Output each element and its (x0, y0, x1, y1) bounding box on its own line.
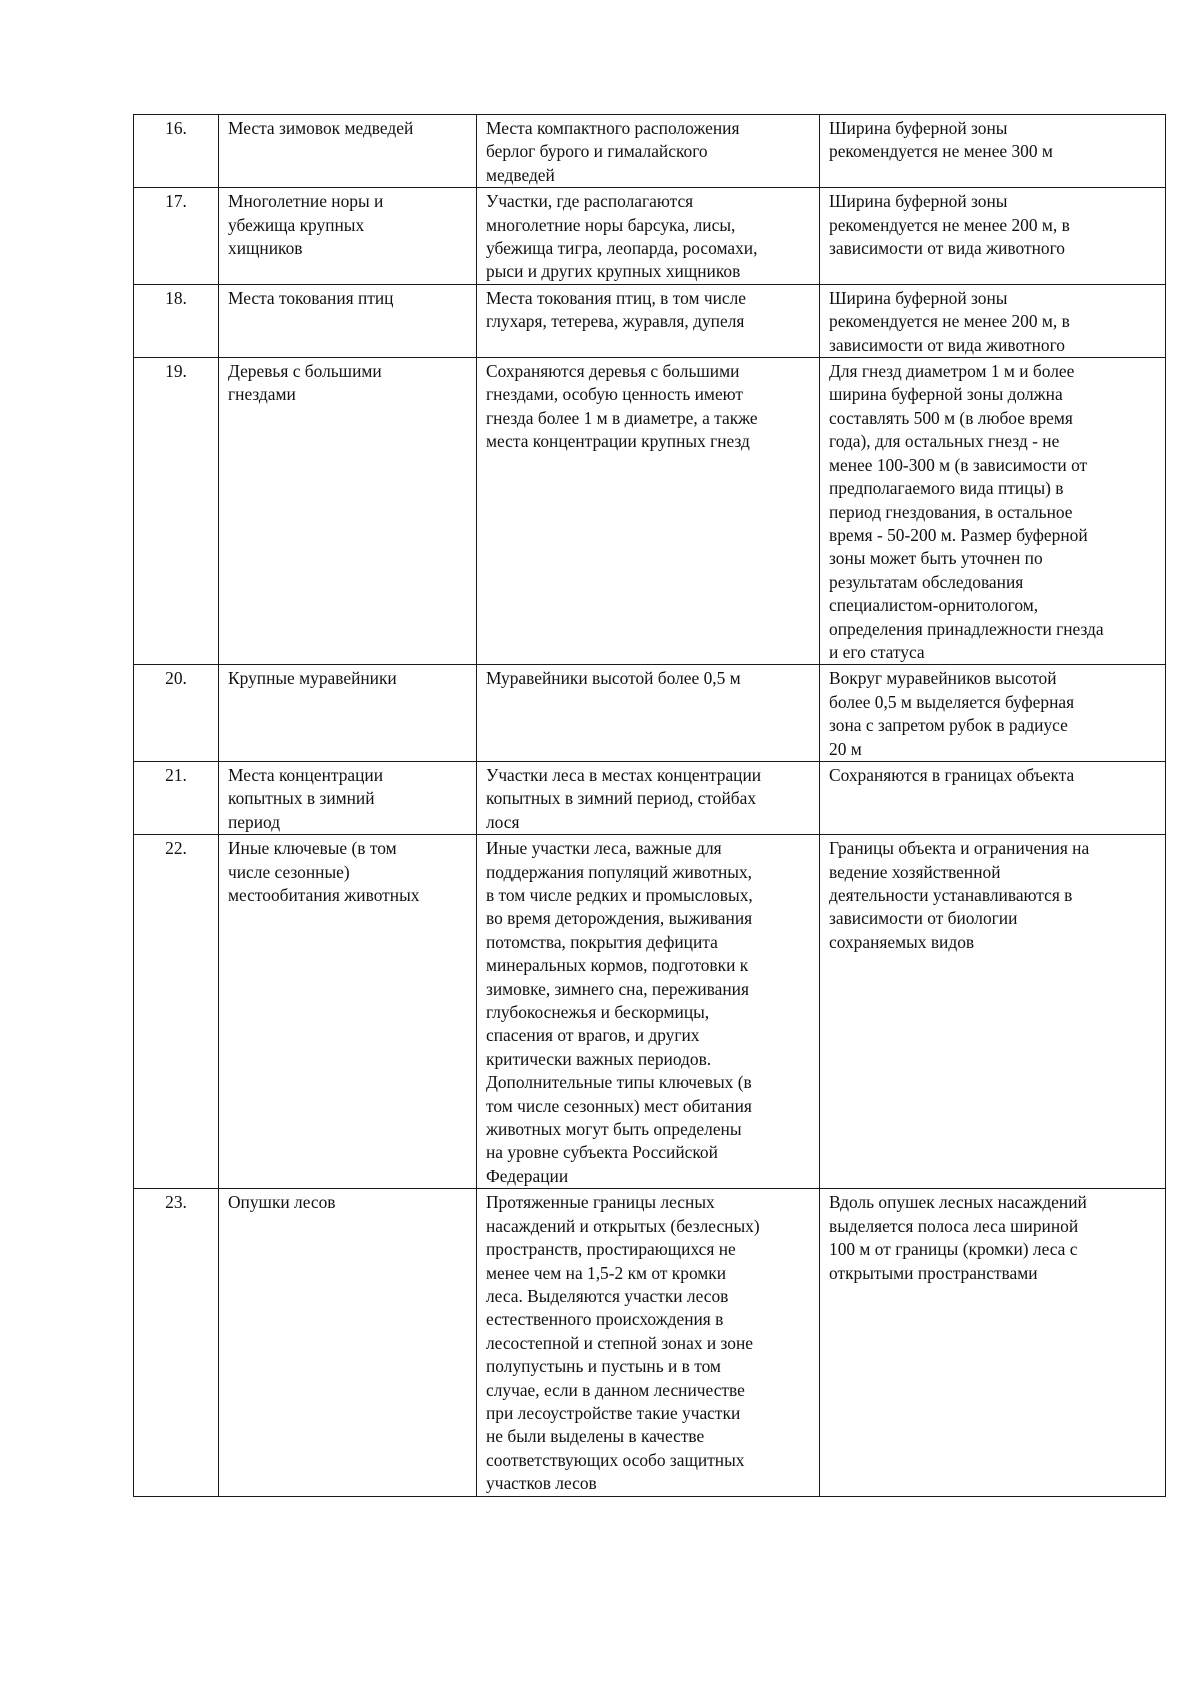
table-body (134, 115, 1166, 1497)
table-row (134, 115, 1166, 188)
object-description: Сохраняются деревья с большими гнездами, особую ценность имеют гнезда более 1 м в диаметре, а также места концентрации крупных гнезд (477, 358, 820, 665)
protection-rule: Ширина буферной зоны рекомендуется не менее 200 м, в зависимости от вида животного (820, 188, 1166, 285)
protection-rule: Для гнезд диаметром 1 м и более ширина буферной зоны должна составлять 500 м (в любое время года), для остальных гнезд - не менее 100-300 м (в зависимости от предполагаемого вида птицы) в период гнездования, в остальное время - 50-200 м. Размер буферной зоны может быть уточнен по результатам обследования специалистом-орнитологом, определения принадлежности гнезда и его статуса (820, 358, 1166, 665)
object-description: Места токования птиц, в том числе глухаря, тетерева, журавля, дупеля (477, 284, 820, 357)
object-description: Муравейники высотой более 0,5 м (477, 665, 820, 762)
protection-rule: Вокруг муравейников высотой более 0,5 м выделяется буферная зона с запретом рубок в радиусе 20 м (820, 665, 1166, 762)
object-name: Места концентрации копытных в зимний период (219, 761, 477, 834)
row-number: 16. (134, 115, 219, 188)
object-name: Иные ключевые (в том числе сезонные) местообитания животных (219, 835, 477, 1189)
table-row (134, 1189, 1166, 1496)
object-description: Места компактного расположения берлог бурого и гималайского медведей (477, 115, 820, 188)
table-row (134, 665, 1166, 762)
object-name: Места токования птиц (219, 284, 477, 357)
object-description: Участки леса в местах концентрации копытных в зимний период, стойбах лося (477, 761, 820, 834)
table-row (134, 188, 1166, 285)
object-name: Места зимовок медведей (219, 115, 477, 188)
protection-rule: Ширина буферной зоны рекомендуется не менее 300 м (820, 115, 1166, 188)
protection-rule: Сохраняются в границах объекта (820, 761, 1166, 834)
habitat-protection-table (133, 114, 1166, 1497)
object-name: Многолетние норы и убежища крупных хищников (219, 188, 477, 285)
object-name: Опушки лесов (219, 1189, 477, 1496)
row-number: 18. (134, 284, 219, 357)
table-row (134, 761, 1166, 834)
protection-rule: Ширина буферной зоны рекомендуется не менее 200 м, в зависимости от вида животного (820, 284, 1166, 357)
row-number: 17. (134, 188, 219, 285)
row-number: 21. (134, 761, 219, 834)
object-description: Иные участки леса, важные для поддержания популяций животных, в том числе редких и промысловых, во время деторождения, выживания потомства, покрытия дефицита минеральных кормов, подготовки к зимовке, зимнего сна, переживания глубокоснежья и бескормицы, спасения от врагов, и других критически важных периодов. Дополнительные типы ключевых (в том числе сезонных) мест обитания животных могут быть определены на уровне субъекта Российской Федерации (477, 835, 820, 1189)
object-description: Участки, где располагаются многолетние норы барсука, лисы, убежища тигра, леопарда, росомахи, рыси и других крупных хищников (477, 188, 820, 285)
row-number: 19. (134, 358, 219, 665)
row-number: 22. (134, 835, 219, 1189)
protection-rule: Вдоль опушек лесных насаждений выделяется полоса леса шириной 100 м от границы (кромки) леса с открытыми пространствами (820, 1189, 1166, 1496)
table-row (134, 358, 1166, 665)
object-description: Протяженные границы лесных насаждений и открытых (безлесных) пространств, простирающихся не менее чем на 1,5-2 км от кромки леса. Выделяются участки лесов естественного происхождения в лесостепной и степной зонах и зоне полупустынь и пустынь и в том случае, если в данном лесничестве при лесоустройстве такие участки не были выделены в качестве соответствующих особо защитных участков лесов (477, 1189, 820, 1496)
table-row (134, 835, 1166, 1189)
row-number: 23. (134, 1189, 219, 1496)
protection-rule: Границы объекта и ограничения на ведение хозяйственной деятельности устанавливаются в зависимости от биологии сохраняемых видов (820, 835, 1166, 1189)
row-number: 20. (134, 665, 219, 762)
table-row (134, 284, 1166, 357)
object-name: Деревья с большими гнездами (219, 358, 477, 665)
object-name: Крупные муравейники (219, 665, 477, 762)
